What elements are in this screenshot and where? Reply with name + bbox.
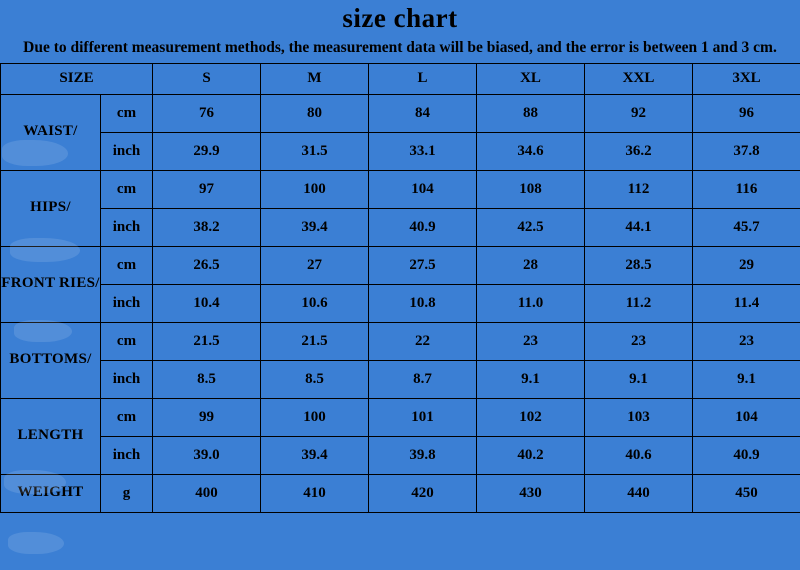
value-cell: 9.1 bbox=[693, 360, 800, 398]
value-cell: 116 bbox=[693, 170, 800, 208]
value-cell: 40.6 bbox=[585, 436, 693, 474]
table-row bbox=[1, 246, 800, 284]
row-label-weight: WEIGHT bbox=[1, 474, 101, 512]
unit-cell: cm bbox=[101, 246, 153, 284]
value-cell: 22 bbox=[369, 322, 477, 360]
page-title: size chart bbox=[342, 3, 458, 33]
value-cell: 29.9 bbox=[153, 132, 261, 170]
row-label-length: LENGTH bbox=[1, 398, 101, 474]
value-cell: 23 bbox=[585, 322, 693, 360]
value-cell: 28.5 bbox=[585, 246, 693, 284]
table-row bbox=[1, 170, 800, 208]
table-row bbox=[1, 436, 800, 474]
value-cell: 40.9 bbox=[369, 208, 477, 246]
value-cell: 96 bbox=[693, 94, 800, 132]
value-cell: 400 bbox=[153, 474, 261, 512]
value-cell: 10.8 bbox=[369, 284, 477, 322]
header-cell-s: S bbox=[153, 63, 261, 94]
background-smudge bbox=[8, 532, 64, 554]
value-cell: 27.5 bbox=[369, 246, 477, 284]
value-cell: 92 bbox=[585, 94, 693, 132]
row-label-bottoms: BOTTOMS/ bbox=[1, 322, 101, 398]
value-cell: 100 bbox=[261, 170, 369, 208]
value-cell: 39.8 bbox=[369, 436, 477, 474]
value-cell: 100 bbox=[261, 398, 369, 436]
value-cell: 8.7 bbox=[369, 360, 477, 398]
value-cell: 103 bbox=[585, 398, 693, 436]
value-cell: 31.5 bbox=[261, 132, 369, 170]
value-cell: 9.1 bbox=[477, 360, 585, 398]
unit-cell: g bbox=[101, 474, 153, 512]
header-cell-3xl: 3XL bbox=[693, 63, 800, 94]
value-cell: 97 bbox=[153, 170, 261, 208]
value-cell: 36.2 bbox=[585, 132, 693, 170]
unit-cell: inch bbox=[101, 132, 153, 170]
unit-cell: cm bbox=[101, 170, 153, 208]
value-cell: 9.1 bbox=[585, 360, 693, 398]
value-cell: 21.5 bbox=[261, 322, 369, 360]
table-row bbox=[1, 398, 800, 436]
measurement-note: Due to different measurement methods, the measurement data will be biased, and the error is between 1 and 3 cm. bbox=[23, 38, 777, 56]
table-row bbox=[1, 208, 800, 246]
value-cell: 44.1 bbox=[585, 208, 693, 246]
value-cell: 101 bbox=[369, 398, 477, 436]
value-cell: 430 bbox=[477, 474, 585, 512]
value-cell: 27 bbox=[261, 246, 369, 284]
value-cell: 108 bbox=[477, 170, 585, 208]
value-cell: 38.2 bbox=[153, 208, 261, 246]
value-cell: 410 bbox=[261, 474, 369, 512]
value-cell: 39.4 bbox=[261, 436, 369, 474]
value-cell: 29 bbox=[693, 246, 800, 284]
table-row bbox=[1, 94, 800, 132]
unit-cell: cm bbox=[101, 398, 153, 436]
value-cell: 11.2 bbox=[585, 284, 693, 322]
value-cell: 450 bbox=[693, 474, 800, 512]
header-cell-size: SIZE bbox=[1, 63, 153, 94]
table-row bbox=[1, 474, 800, 512]
table-row bbox=[1, 322, 800, 360]
value-cell: 21.5 bbox=[153, 322, 261, 360]
value-cell: 40.2 bbox=[477, 436, 585, 474]
value-cell: 45.7 bbox=[693, 208, 800, 246]
value-cell: 28 bbox=[477, 246, 585, 284]
unit-cell: inch bbox=[101, 284, 153, 322]
header-cell-xxl: XXL bbox=[585, 63, 693, 94]
value-cell: 104 bbox=[693, 398, 800, 436]
table-row bbox=[1, 132, 800, 170]
value-cell: 39.4 bbox=[261, 208, 369, 246]
value-cell: 10.4 bbox=[153, 284, 261, 322]
value-cell: 23 bbox=[693, 322, 800, 360]
unit-cell: cm bbox=[101, 322, 153, 360]
table-row bbox=[1, 284, 800, 322]
header-cell-m: M bbox=[261, 63, 369, 94]
value-cell: 420 bbox=[369, 474, 477, 512]
value-cell: 40.9 bbox=[693, 436, 800, 474]
value-cell: 10.6 bbox=[261, 284, 369, 322]
value-cell: 11.0 bbox=[477, 284, 585, 322]
value-cell: 26.5 bbox=[153, 246, 261, 284]
value-cell: 104 bbox=[369, 170, 477, 208]
table-row bbox=[1, 360, 800, 398]
value-cell: 23 bbox=[477, 322, 585, 360]
value-cell: 34.6 bbox=[477, 132, 585, 170]
value-cell: 37.8 bbox=[693, 132, 800, 170]
table-header-row bbox=[1, 63, 800, 94]
value-cell: 440 bbox=[585, 474, 693, 512]
value-cell: 112 bbox=[585, 170, 693, 208]
header-cell-xl: XL bbox=[477, 63, 585, 94]
row-label-waist: WAIST/ bbox=[1, 94, 101, 170]
value-cell: 88 bbox=[477, 94, 585, 132]
value-cell: 84 bbox=[369, 94, 477, 132]
value-cell: 11.4 bbox=[693, 284, 800, 322]
unit-cell: inch bbox=[101, 208, 153, 246]
unit-cell: inch bbox=[101, 360, 153, 398]
header-cell-l: L bbox=[369, 63, 477, 94]
value-cell: 76 bbox=[153, 94, 261, 132]
value-cell: 39.0 bbox=[153, 436, 261, 474]
value-cell: 80 bbox=[261, 94, 369, 132]
value-cell: 33.1 bbox=[369, 132, 477, 170]
value-cell: 99 bbox=[153, 398, 261, 436]
unit-cell: inch bbox=[101, 436, 153, 474]
size-chart-table bbox=[0, 63, 800, 513]
value-cell: 8.5 bbox=[261, 360, 369, 398]
unit-cell: cm bbox=[101, 94, 153, 132]
row-label-hips: HIPS/ bbox=[1, 170, 101, 246]
value-cell: 102 bbox=[477, 398, 585, 436]
value-cell: 8.5 bbox=[153, 360, 261, 398]
value-cell: 42.5 bbox=[477, 208, 585, 246]
row-label-front-ries: FRONT RIES/ bbox=[1, 246, 101, 322]
